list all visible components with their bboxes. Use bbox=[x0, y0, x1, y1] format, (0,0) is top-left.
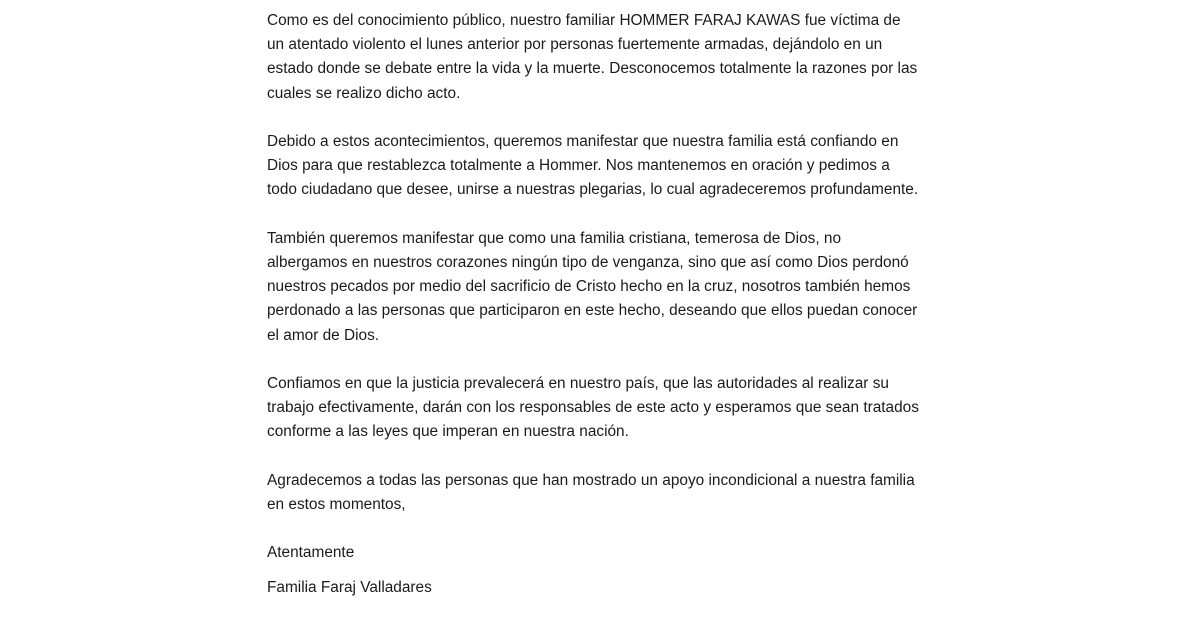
paragraph-3 bbox=[267, 227, 947, 348]
letter-body bbox=[267, 9, 947, 600]
paragraph-line: También queremos manifestar que como una familia cristiana, temerosa de Dios, no bbox=[267, 229, 842, 247]
paragraph-line: estado donde se debate entre la vida y la muerte. Desconocemos totalmente la razones por las bbox=[267, 60, 918, 78]
paragraph-1 bbox=[267, 9, 947, 106]
paragraph-line: en estos momentos, bbox=[267, 496, 406, 513]
paragraph-line: todo ciudadano que desee, unirse a nuestras plegarias, lo cual agradeceremos profundamente. bbox=[267, 181, 919, 199]
paragraph-line: albergamos en nuestros corazones ningún tipo de venganza, sino que así como Dios perdonó bbox=[267, 254, 909, 271]
paragraph-line: el amor de Dios. bbox=[267, 326, 380, 344]
signature-text: Familia Faraj Valladares bbox=[267, 578, 432, 596]
paragraph-line: Confiamos en que la justicia prevalecerá en nuestro país, que las autoridades al realizar su bbox=[267, 375, 889, 392]
paragraph-line: Debido a estos acontecimientos, queremos manifestar que nuestra familia está confiando en bbox=[267, 133, 899, 150]
paragraph-line: un atentado violento el lunes anterior por personas fuertemente armadas, dejándolo en un bbox=[267, 36, 883, 54]
paragraph-line: perdonado a las personas que participaron en este hecho, deseando que ellos puedan conocer bbox=[267, 302, 918, 320]
paragraph-line: Como es del conocimiento público, nuestro familiar HOMMER FARAJ KAWAS fue víctima de bbox=[267, 12, 901, 29]
paragraph-2 bbox=[267, 130, 947, 203]
paragraph-line: nuestros pecados por medio del sacrificio de Cristo hecho en la cruz, nosotros también hemos bbox=[267, 278, 911, 296]
paragraph-line: cuales se realizo dicho acto. bbox=[267, 84, 461, 102]
paragraph-line: trabajo efectivamente, darán con los responsables de este acto y esperamos que sean tratados bbox=[267, 399, 919, 417]
paragraph-line: Agradecemos a todas las personas que han mostrado un apoyo incondicional a nuestra familia bbox=[267, 471, 915, 489]
paragraph-5 bbox=[267, 469, 947, 517]
paragraph-4 bbox=[267, 372, 947, 445]
paragraph-line: conforme a las leyes que imperan en nuestra nación. bbox=[267, 423, 629, 441]
paragraph-line: Dios para que restablezca totalmente a Hommer. Nos mantenemos en oración y pedimos a bbox=[267, 157, 890, 175]
closing-text: Atentamente bbox=[267, 544, 355, 562]
